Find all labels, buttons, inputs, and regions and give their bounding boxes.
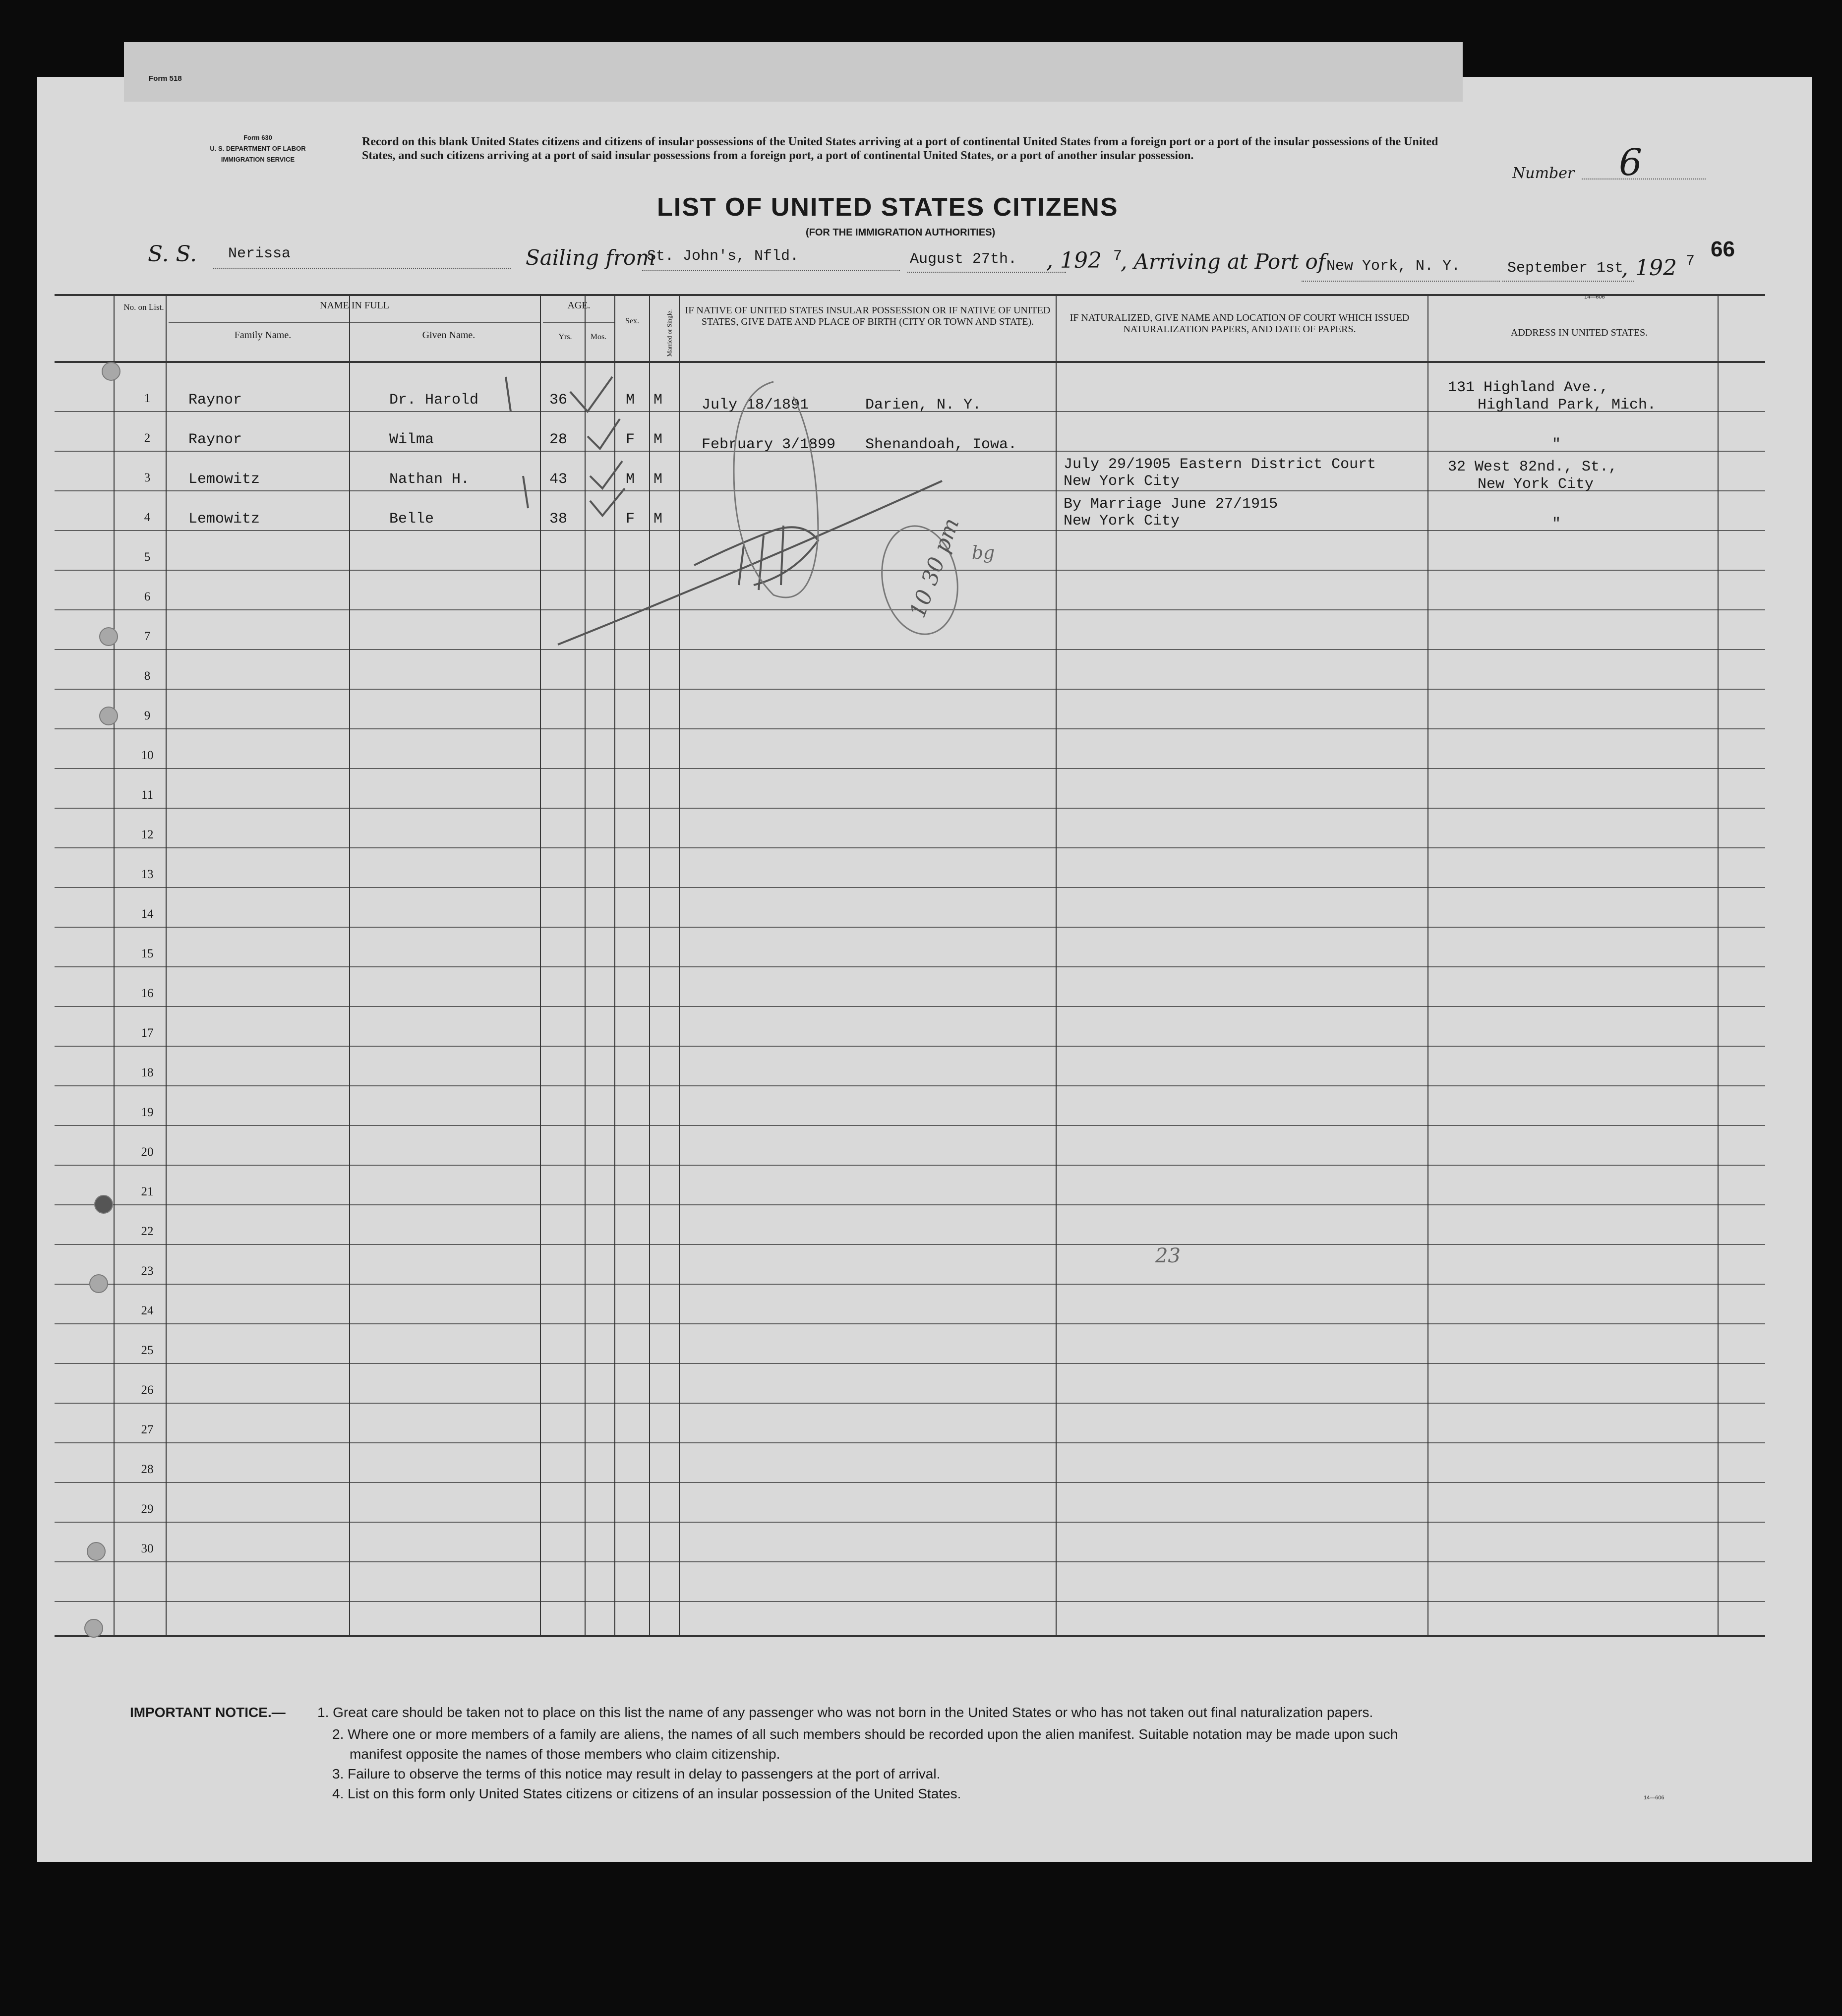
row-number: 9: [144, 709, 151, 722]
year2-prefix: , 192: [1621, 255, 1677, 281]
row-number: 17: [141, 1026, 154, 1040]
row-number: 15: [141, 947, 154, 960]
passenger-family-name: Raynor: [188, 392, 242, 409]
binder-hole: [84, 1619, 103, 1638]
notice-item-3: 3. Failure to observe the terms of this notice may result in delay to passengers at the port of arrival.: [332, 1766, 941, 1781]
ship-name: Nerissa: [228, 245, 291, 262]
passenger-marital-status: M: [654, 392, 663, 409]
col-address: ADDRESS IN UNITED STATES.: [1510, 327, 1648, 338]
passenger-given-name: Wilma: [389, 431, 434, 448]
binder-hole: [87, 1542, 106, 1561]
ss-label: S. S.: [148, 241, 197, 267]
passenger-age-years: 36: [549, 392, 568, 409]
passenger-given-name: Nathan H.: [389, 471, 470, 488]
passenger-age-years: 28: [549, 431, 568, 448]
passenger-address-line-1: 131 Highland Ave.,: [1448, 379, 1609, 396]
row-number: 4: [144, 511, 151, 524]
notice-item-2: 2. Where one or more members of a family are aliens, the names of all such members should be recorded upon the alien manifest. Suitable notation may be made upon such: [332, 1726, 1398, 1742]
notice-heading: IMPORTANT NOTICE.—: [130, 1705, 286, 1720]
form-number: Form 630: [243, 134, 272, 141]
col-yrs: Yrs.: [558, 333, 572, 341]
col-no: No. on List.: [123, 302, 164, 312]
row-number: 20: [141, 1145, 154, 1159]
row-number: 23: [141, 1264, 154, 1278]
page-title: LIST OF UNITED STATES CITIZENS: [657, 193, 1119, 222]
passenger-address-line-1: ": [1552, 516, 1561, 533]
row-number: 13: [141, 868, 154, 881]
sailing-port: St. John's, Nfld.: [647, 248, 799, 265]
passenger-birth-place: Shenandoah, Iowa.: [865, 436, 1017, 453]
row-number: 24: [141, 1304, 154, 1317]
notice-footer-mark: 14—606: [1644, 1795, 1664, 1801]
list-number: 6: [1619, 141, 1643, 184]
row-number: 16: [141, 987, 154, 1000]
passenger-given-name: Belle: [389, 511, 434, 528]
passenger-age-years: 43: [549, 471, 568, 488]
passenger-family-name: Raynor: [188, 431, 242, 448]
passenger-naturalization: July 29/1905 Eastern District Court: [1064, 456, 1376, 473]
col-sex: Sex.: [625, 317, 639, 325]
binder-hole: [102, 362, 120, 381]
row-number: 14: [141, 907, 154, 921]
row-number: 2: [144, 431, 151, 445]
row-number: 8: [144, 669, 151, 683]
passenger-birth-date: July 18/1891: [702, 397, 809, 414]
passenger-marital-status: M: [654, 511, 663, 528]
notice-item-4: 4. List on this form only United States citizens or citizens of an insular possession of the United States.: [332, 1786, 961, 1801]
passenger-address-line-2: Highland Park, Mich.: [1478, 397, 1657, 414]
department-label: U. S. DEPARTMENT OF LABOR: [210, 145, 306, 152]
notice-item-2-cont: manifest opposite the names of those members who claim citizenship.: [350, 1746, 780, 1762]
number-label: Number: [1512, 165, 1575, 182]
col-naturalized: IF NATURALIZED, GIVE NAME AND LOCATION OF COURT WHICH ISSUED NATURALIZATION PAPERS, AND DATE OF PAPERS.: [1070, 312, 1410, 335]
sailing-label: Sailing from: [526, 245, 656, 270]
time-stamp-suffix: bg: [972, 543, 995, 563]
row-number: 30: [141, 1542, 154, 1555]
row-number: 12: [141, 828, 154, 841]
passenger-given-name: Dr. Harold: [389, 392, 479, 409]
row-number: 7: [144, 630, 151, 643]
row-number: 21: [141, 1185, 154, 1198]
row-number: 18: [141, 1066, 154, 1079]
arriving-label: , Arriving at Port of: [1121, 249, 1326, 274]
year-prefix: , 192: [1046, 248, 1102, 273]
page-number: 66: [1711, 237, 1735, 261]
passenger-birth-place: Darien, N. Y.: [865, 397, 982, 414]
binder-hole: [94, 1195, 113, 1214]
row-number: 25: [141, 1344, 154, 1357]
signature-scrawl: [558, 481, 942, 645]
notice-item-1: 1. Great care should be taken not to place on this list the name of any passenger who was not born in the United States or who has not taken out final naturalization papers.: [317, 1705, 1373, 1720]
time-stamp-text: 10 30 pm: [905, 515, 964, 621]
row-number: 26: [141, 1383, 154, 1397]
binder-hole: [99, 627, 118, 646]
passenger-age-years: 38: [549, 511, 568, 528]
year-digit: 7: [1113, 248, 1123, 265]
passenger-family-name: Lemowitz: [188, 471, 260, 488]
printer-mark: 14—606: [1584, 294, 1605, 300]
row-number: 3: [144, 471, 151, 484]
check-mark-2: [588, 419, 620, 449]
service-label: IMMIGRATION SERVICE: [221, 156, 295, 163]
passenger-family-name: Lemowitz: [188, 511, 260, 528]
passenger-address-line-1: ": [1552, 436, 1561, 453]
col-birth: IF NATIVE OF UNITED STATES INSULAR POSSESSION OR IF NATIVE OF UNITED STATES, GIVE DATE AND PLACE OF BIRTH (CITY OR TOWN AND STATE).: [685, 305, 1051, 327]
form-corner-label: Form 518: [149, 74, 182, 83]
tally-2: [523, 476, 528, 508]
arriving-date: September 1st: [1507, 260, 1624, 277]
row-number: 27: [141, 1423, 154, 1436]
row-number: 22: [141, 1225, 154, 1238]
passenger-birth-date: February 3/1899: [702, 436, 836, 453]
passenger-address-line-2: New York City: [1478, 476, 1594, 493]
passenger-address-line-1: 32 West 82nd., St.,: [1448, 459, 1618, 475]
passenger-sex: F: [626, 431, 635, 448]
row-number: 5: [144, 550, 151, 564]
binder-hole: [99, 707, 118, 725]
passenger-naturalization-location: New York City: [1064, 473, 1180, 490]
check-mark-3: [590, 461, 622, 488]
row-number: 6: [144, 590, 151, 603]
row-number: 1: [144, 392, 151, 405]
row-number: 11: [141, 788, 154, 802]
row-number: 10: [141, 749, 154, 762]
passenger-marital-status: M: [654, 431, 663, 448]
col-given: Given Name.: [422, 330, 475, 341]
passenger-sex: M: [626, 471, 635, 488]
check-mark-1: [570, 377, 612, 412]
col-age: AGE.: [567, 300, 591, 311]
passenger-marital-status: M: [654, 471, 663, 488]
tally-1: [506, 377, 511, 412]
col-family: Family Name.: [234, 330, 292, 341]
col-mos: Mos.: [590, 333, 607, 341]
sailing-date: August 27th.: [910, 251, 1017, 268]
row-number: 29: [141, 1502, 154, 1516]
margin-mark: 23: [1155, 1245, 1181, 1267]
check-mark-4: [590, 488, 625, 516]
passenger-sex: M: [626, 392, 635, 409]
col-name-in-full: NAME IN FULL: [320, 300, 389, 311]
row-number: 28: [141, 1463, 154, 1476]
year2-digit: 7: [1686, 253, 1695, 270]
arriving-port: New York, N. Y.: [1326, 258, 1461, 275]
instructions-blurb: Record on this blank United States citizens and citizens of insular possessions of the United States arriving at a port of continental United States from a foreign port or a port of the insular possessions of the United States, and such citizens arriving at a port of said insular possessions from a foreign port, a port of continental United States, or a port of another insular possession.: [362, 135, 1438, 162]
passenger-naturalization-location: New York City: [1064, 513, 1180, 530]
passenger-naturalization: By Marriage June 27/1915: [1064, 496, 1278, 513]
row-number: 19: [141, 1106, 154, 1119]
binder-hole: [89, 1274, 108, 1293]
col-married: Married or Single.: [665, 309, 673, 357]
passenger-sex: F: [626, 511, 635, 528]
signature-loop: [734, 382, 818, 597]
page-subtitle: (FOR THE IMMIGRATION AUTHORITIES): [806, 227, 996, 238]
